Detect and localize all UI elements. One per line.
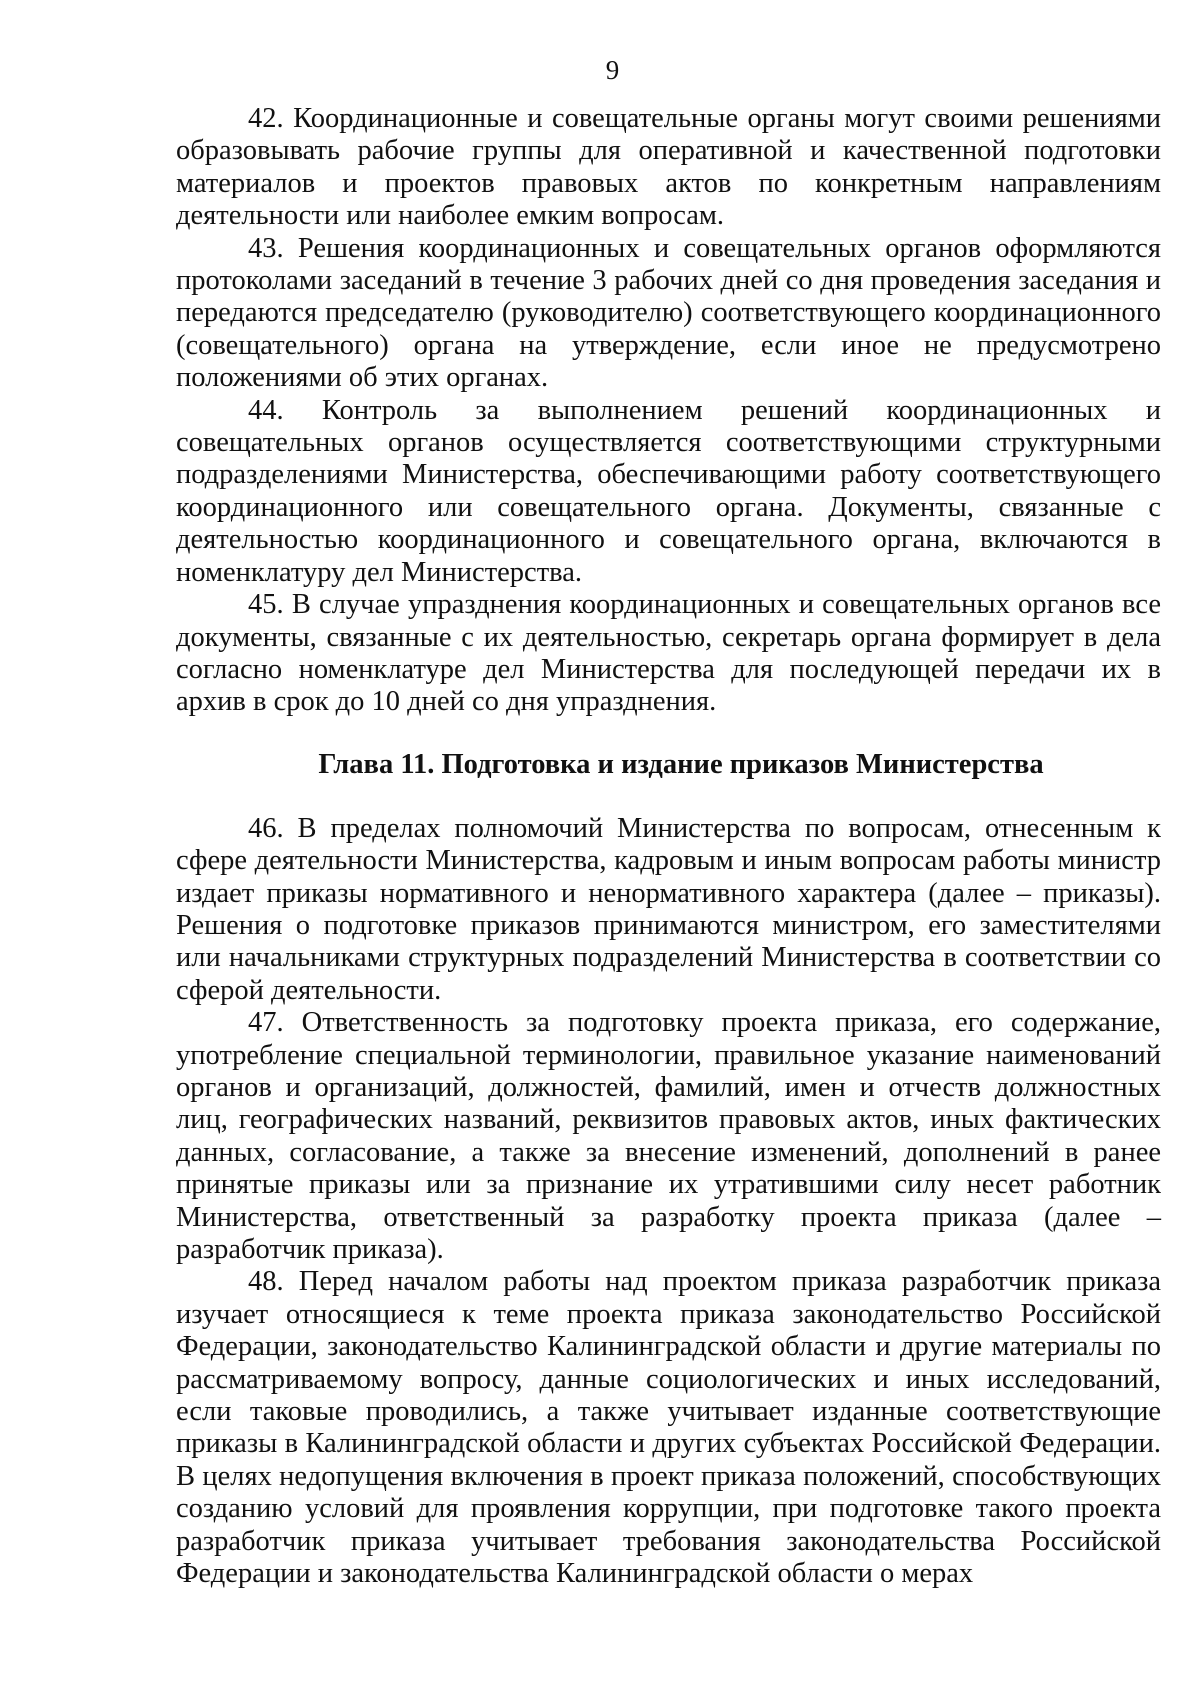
chapter-heading: Глава 11. Подготовка и издание приказов Министерства xyxy=(318,748,1044,780)
document-body xyxy=(176,103,1161,1590)
page-number: 9 xyxy=(605,55,620,85)
paragraph-45: 45. В случае упразднения координационных и совещательных органов все документы, связанные с их деятельностью, секретарь органа формирует в дела согласно номенклатуре дел Министерства для последующей передачи их в архив в срок до 10 дней со дня упразднения. xyxy=(176,589,1161,718)
paragraph-44: 44. Контроль за выполнением решений координационных и совещательных органов осуществляется соответствующими структурными подразделениями Министерства, обеспечивающими работу соответствующего координационного или совещательного органа. Документы, связанные с деятельностью координационного и совещательного органа, включаются в номенклатуру дел Министерства. xyxy=(176,394,1161,588)
paragraph-42: 42. Координационные и совещательные органы могут своими решениями образовывать рабочие группы для оперативной и качественной подготовки материалов и проектов правовых актов по конкретным направлениям деятельности или наиболее емким вопросам. xyxy=(176,103,1161,232)
paragraph-48: 48. Перед началом работы над проектом приказа разработчик приказа изучает относящиеся к теме проекта приказа законодательство Российской Федерации, законодательство Калининградской области и другие материалы по рассматриваемому вопросу, данные социологических и иных исследований, если таковые проводились, а также учитывает изданные соответствующие приказы в Калининградской области и других субъектах Российской Федерации. В целях недопущения включения в проект приказа положений, способствующих созданию условий для проявления коррупции, при подготовке такого проекта разработчик приказа учитывает требования законодательства Российской Федерации и законодательства Калининградской области о мерах xyxy=(176,1266,1161,1590)
paragraph-47: 47. Ответственность за подготовку проекта приказа, его содержание, употребление специальной терминологии, правильное указание наименований органов и организаций, должностей, фамилий, имен и отчеств должностных лиц, географических названий, реквизитов правовых актов, иных фактических данных, согласование, а также за внесение изменений, дополнений в ранее принятые приказы или за признание их утратившими силу несет работник Министерства, ответственный за разработку проекта приказа (далее – разработчик приказа). xyxy=(176,1007,1161,1265)
paragraph-43: 43. Решения координационных и совещательных органов оформляются протоколами заседаний в течение 3 рабочих дней со дня проведения заседания и передаются председателю (руководителю) соответствующего координационного (совещательного) органа на утверждение, если иное не предусмотрено положениями об этих органах. xyxy=(176,232,1161,394)
paragraph-46: 46. В пределах полномочий Министерства по вопросам, отнесенным к сфере деятельности Министерства, кадровым и иным вопросам работы министр издает приказы нормативного и ненормативного характера (далее – приказы). Решения о подготовке приказов принимаются министром, его заместителями или начальниками структурных подразделений Министерства в соответствии со сферой деятельности. xyxy=(176,812,1161,1006)
